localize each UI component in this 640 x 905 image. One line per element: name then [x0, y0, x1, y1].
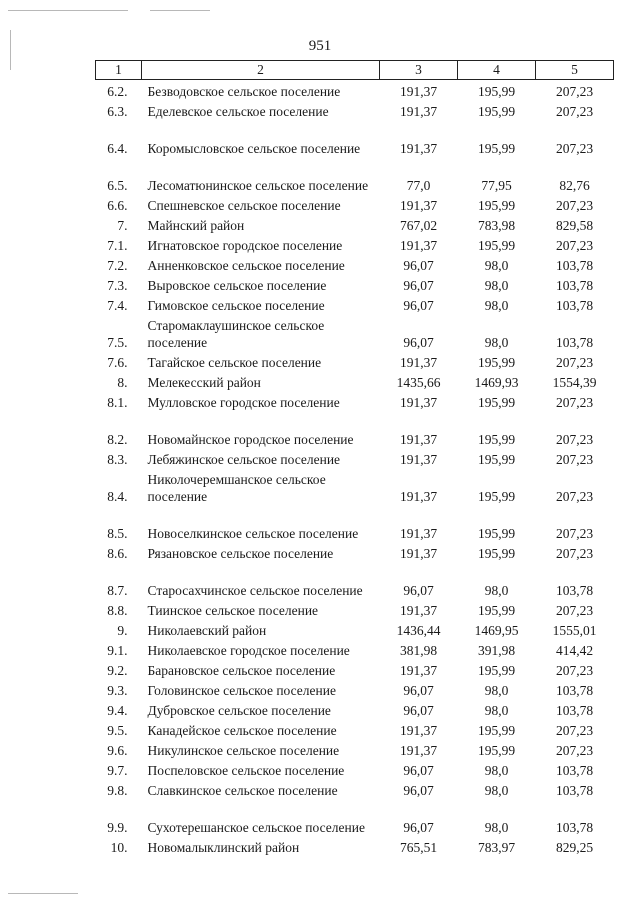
table-body — [96, 80, 614, 857]
table-row — [96, 371, 614, 391]
row-value-col4: 1469,93 — [474, 375, 519, 390]
row-value-col3: 767,02 — [399, 218, 438, 233]
row-value-col5: 103,78 — [555, 335, 594, 350]
row-number: 9.5. — [107, 723, 128, 738]
row-value-col5: 207,23 — [555, 141, 594, 156]
row-value-col3: 191,37 — [399, 141, 438, 156]
row-value-col5: 1554,39 — [552, 375, 597, 390]
row-number: 9.2. — [107, 663, 128, 678]
row-value-col5: 103,78 — [555, 820, 594, 835]
row-name: Еделевское сельское поселение — [147, 104, 329, 119]
row-value-col5: 103,78 — [555, 278, 594, 293]
row-number: 9.3. — [107, 683, 128, 698]
row-number: 9.4. — [107, 703, 128, 718]
row-value-col5: 207,23 — [555, 743, 594, 758]
row-value-col5: 207,23 — [555, 355, 594, 370]
row-number: 8. — [117, 375, 128, 390]
table-row — [96, 391, 614, 411]
row-number: 7.4. — [107, 298, 128, 313]
row-number: 9.7. — [107, 763, 128, 778]
row-value-col3: 191,37 — [399, 104, 438, 119]
row-value-col3: 191,37 — [399, 198, 438, 213]
row-value-col3: 96,07 — [403, 763, 434, 778]
row-number: 9.1. — [107, 643, 128, 658]
row-value-col5: 207,23 — [555, 84, 594, 99]
row-name: Сухотерешанское сельское поселение — [147, 820, 365, 835]
row-value-col4: 77,95 — [481, 178, 512, 193]
row-value-col5: 207,23 — [555, 663, 594, 678]
row-value-col5: 207,23 — [555, 603, 594, 618]
row-name: Канадейское сельское поселение — [147, 723, 337, 738]
table-row — [96, 799, 614, 836]
row-number: 6.3. — [107, 104, 128, 119]
row-name: Николаевский район — [147, 623, 267, 638]
row-value-col5: 207,23 — [555, 452, 594, 467]
row-value-col3: 77,0 — [406, 178, 431, 193]
row-name: Мелекесский район — [147, 375, 261, 390]
row-name: Никулинское сельское поселение — [147, 743, 340, 758]
row-number: 7.5. — [107, 335, 128, 350]
row-name: Лесоматюнинское сельское поселение — [147, 178, 369, 193]
row-name: Барановское сельское поселение — [147, 663, 336, 678]
row-value-col4: 195,99 — [477, 141, 516, 156]
table-row — [96, 759, 614, 779]
row-value-col4: 98,0 — [484, 298, 509, 313]
row-number: 10. — [110, 840, 128, 855]
row-value-col3: 96,07 — [403, 703, 434, 718]
row-value-col5: 829,25 — [555, 840, 594, 855]
row-value-col3: 1435,66 — [396, 375, 441, 390]
table-row — [96, 468, 614, 505]
row-number: 9.8. — [107, 783, 128, 798]
row-number: 6.2. — [107, 84, 128, 99]
row-name: Тагайское сельское поселение — [147, 355, 322, 370]
page-number: 951 — [308, 38, 332, 54]
row-name: Выровское сельское поселение — [147, 278, 327, 293]
table-row — [96, 194, 614, 214]
table-row — [96, 562, 614, 599]
row-value-col4: 195,99 — [477, 743, 516, 758]
table-header-row — [96, 61, 614, 80]
row-name: Безводовское сельское поселение — [147, 84, 341, 99]
row-name: Анненковское сельское поселение — [147, 258, 345, 273]
row-value-col4: 98,0 — [484, 583, 509, 598]
row-value-col3: 96,07 — [403, 583, 434, 598]
row-value-col4: 195,99 — [477, 452, 516, 467]
header-col-3: 3 — [380, 61, 458, 80]
table-row — [96, 234, 614, 254]
row-name: Новомалыклинский район — [147, 840, 300, 855]
row-number: 8.5. — [107, 526, 128, 541]
row-name: Майнский район — [147, 218, 245, 233]
row-number: 8.1. — [107, 395, 128, 410]
row-value-col5: 103,78 — [555, 298, 594, 313]
row-value-col3: 191,37 — [399, 743, 438, 758]
header-col-4: 4 — [458, 61, 536, 80]
row-value-col3: 191,37 — [399, 663, 438, 678]
row-value-col5: 207,23 — [555, 104, 594, 119]
row-value-col3: 96,07 — [403, 783, 434, 798]
table-row — [96, 274, 614, 294]
table-row — [96, 314, 614, 351]
row-number: 8.6. — [107, 546, 128, 561]
table-row — [96, 448, 614, 468]
table-row — [96, 679, 614, 699]
row-value-col4: 1469,95 — [474, 623, 519, 638]
row-value-col3: 191,37 — [399, 452, 438, 467]
row-name: Николаевское городское поселение — [147, 643, 350, 658]
row-value-col4: 98,0 — [484, 683, 509, 698]
row-value-col5: 207,23 — [555, 526, 594, 541]
row-value-col4: 98,0 — [484, 278, 509, 293]
row-value-col4: 98,0 — [484, 258, 509, 273]
row-value-col3: 191,37 — [399, 238, 438, 253]
row-name: Николочеремшанское сельское поселение — [147, 472, 326, 504]
row-number: 8.3. — [107, 452, 128, 467]
table-row — [96, 719, 614, 739]
scan-artifact — [8, 893, 78, 894]
row-value-col5: 103,78 — [555, 763, 594, 778]
row-value-col4: 195,99 — [477, 432, 516, 447]
row-value-col3: 191,37 — [399, 546, 438, 561]
row-name: Тиинское сельское поселение — [147, 603, 319, 618]
row-number: 7. — [117, 218, 128, 233]
row-number: 6.4. — [107, 141, 128, 156]
row-value-col4: 195,99 — [477, 84, 516, 99]
row-value-col3: 191,37 — [399, 723, 438, 738]
row-value-col4: 98,0 — [484, 783, 509, 798]
row-value-col4: 98,0 — [484, 763, 509, 778]
row-value-col3: 765,51 — [399, 840, 438, 855]
row-value-col4: 195,99 — [477, 526, 516, 541]
table-row — [96, 214, 614, 234]
table-row — [96, 505, 614, 542]
row-value-col5: 103,78 — [555, 258, 594, 273]
row-number: 8.2. — [107, 432, 128, 447]
table-row — [96, 120, 614, 157]
table-row — [96, 542, 614, 562]
table-row — [96, 157, 614, 194]
row-value-col5: 414,42 — [555, 643, 594, 658]
row-value-col4: 195,99 — [477, 355, 516, 370]
table-row — [96, 699, 614, 719]
row-name: Поспеловское сельское поселение — [147, 763, 345, 778]
row-value-col5: 829,58 — [555, 218, 594, 233]
row-number: 9. — [117, 623, 128, 638]
row-value-col5: 103,78 — [555, 783, 594, 798]
row-name: Новомайнское городское поселение — [147, 432, 354, 447]
row-value-col4: 195,99 — [477, 238, 516, 253]
table-row — [96, 599, 614, 619]
row-value-col3: 96,07 — [403, 335, 434, 350]
row-value-col5: 207,23 — [555, 546, 594, 561]
row-value-col3: 96,07 — [403, 683, 434, 698]
row-number: 7.1. — [107, 238, 128, 253]
table-row — [96, 779, 614, 799]
row-name: Головинское сельское поселение — [147, 683, 336, 698]
scan-artifact — [150, 10, 210, 11]
row-value-col4: 195,99 — [477, 104, 516, 119]
row-number: 9.9. — [107, 820, 128, 835]
row-value-col5: 207,23 — [555, 723, 594, 738]
row-value-col3: 191,37 — [399, 489, 438, 504]
row-value-col3: 191,37 — [399, 432, 438, 447]
row-name: Спешневское сельское поселение — [147, 198, 341, 213]
row-name: Коромысловское сельское поселение — [147, 141, 361, 156]
row-value-col3: 381,98 — [399, 643, 438, 658]
table-row — [96, 351, 614, 371]
row-value-col3: 191,37 — [399, 603, 438, 618]
row-value-col4: 98,0 — [484, 703, 509, 718]
table-row — [96, 739, 614, 759]
row-value-col5: 103,78 — [555, 583, 594, 598]
row-value-col5: 207,23 — [555, 432, 594, 447]
row-value-col3: 1436,44 — [396, 623, 441, 638]
table-row — [96, 411, 614, 448]
row-value-col5: 82,76 — [559, 178, 590, 193]
row-name: Гимовское сельское поселение — [147, 298, 325, 313]
row-value-col4: 783,97 — [477, 840, 516, 855]
row-number: 8.8. — [107, 603, 128, 618]
row-value-col5: 1555,01 — [552, 623, 597, 638]
row-value-col3: 96,07 — [403, 258, 434, 273]
row-value-col5: 207,23 — [555, 489, 594, 504]
row-value-col4: 195,99 — [477, 395, 516, 410]
row-name: Рязановское сельское поселение — [147, 546, 334, 561]
row-value-col5: 207,23 — [555, 198, 594, 213]
row-value-col4: 98,0 — [484, 820, 509, 835]
row-value-col5: 207,23 — [555, 395, 594, 410]
row-value-col4: 195,99 — [477, 723, 516, 738]
row-value-col3: 191,37 — [399, 526, 438, 541]
table-row — [96, 294, 614, 314]
row-number: 6.6. — [107, 198, 128, 213]
row-value-col5: 103,78 — [555, 683, 594, 698]
table-row — [96, 659, 614, 679]
row-value-col4: 195,99 — [477, 546, 516, 561]
table-row — [96, 100, 614, 120]
row-value-col3: 96,07 — [403, 298, 434, 313]
row-number: 7.6. — [107, 355, 128, 370]
header-col-5: 5 — [536, 61, 614, 80]
row-value-col5: 207,23 — [555, 238, 594, 253]
table-row — [96, 254, 614, 274]
row-name: Новоселкинское сельское поселение — [147, 526, 359, 541]
row-value-col4: 195,99 — [477, 603, 516, 618]
row-number: 7.2. — [107, 258, 128, 273]
table-row — [96, 619, 614, 639]
row-value-col4: 783,98 — [477, 218, 516, 233]
row-value-col3: 96,07 — [403, 278, 434, 293]
row-value-col4: 391,98 — [477, 643, 516, 658]
row-name: Дубровское сельское поселение — [147, 703, 331, 718]
row-number: 8.4. — [107, 489, 128, 504]
row-number: 8.7. — [107, 583, 128, 598]
row-number: 6.5. — [107, 178, 128, 193]
table-row — [96, 639, 614, 659]
row-number: 9.6. — [107, 743, 128, 758]
row-value-col3: 191,37 — [399, 84, 438, 99]
row-number: 7.3. — [107, 278, 128, 293]
row-value-col3: 191,37 — [399, 355, 438, 370]
row-value-col5: 103,78 — [555, 703, 594, 718]
row-name: Старомаклаушинское сельское поселение — [147, 318, 325, 350]
table-row — [96, 80, 614, 101]
row-name: Лебяжинское сельское поселение — [147, 452, 341, 467]
row-value-col4: 195,99 — [477, 663, 516, 678]
row-value-col4: 195,99 — [477, 198, 516, 213]
row-name: Мулловское городское поселение — [147, 395, 340, 410]
scan-artifact — [8, 10, 128, 11]
row-value-col3: 96,07 — [403, 820, 434, 835]
row-value-col3: 191,37 — [399, 395, 438, 410]
row-value-col4: 195,99 — [477, 489, 516, 504]
header-col-1: 1 — [96, 61, 142, 80]
data-table — [95, 60, 614, 856]
row-name: Игнатовское городское поселение — [147, 238, 343, 253]
row-name: Славкинское сельское поселение — [147, 783, 338, 798]
table-row — [96, 836, 614, 856]
row-name: Старосахчинское сельское поселение — [147, 583, 363, 598]
row-value-col4: 98,0 — [484, 335, 509, 350]
header-col-2: 2 — [142, 61, 380, 80]
